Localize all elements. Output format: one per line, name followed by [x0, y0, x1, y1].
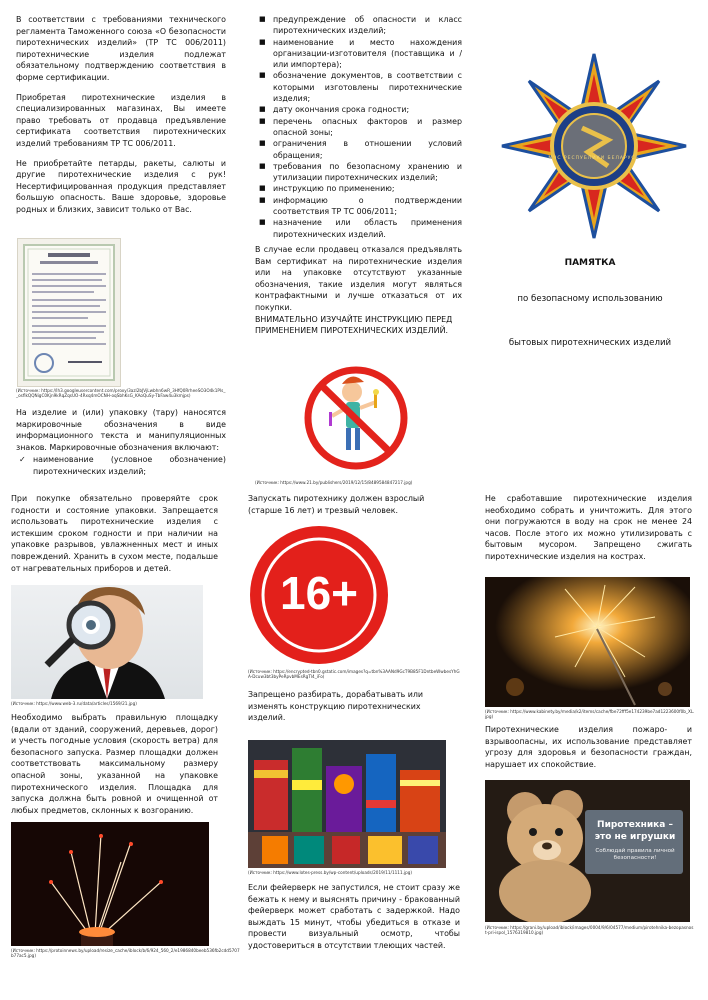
marking-list	[255, 14, 462, 240]
fireworks-products-source: (Источник: https://www.lotes-press.by/wp-content/uploads/2019/11/1111.jpg)	[248, 870, 413, 875]
bullet-icon: ■	[259, 15, 266, 23]
list-item: ■ наименование и место нахождения организации-изготовителя (поставщика и / или импортера);	[259, 37, 462, 70]
seller-refusal-paragraph: В случае если продавец отказался предъявлять Вам сертификат на пиротехнические изделия или на упаковке отсутствуют указанные обозначения, такие изделия могут являться контрафактными и лучше отказаться от их покупки.	[255, 244, 462, 312]
warning-hands-paragraph: Не приобретайте петарды, ракеты, салюты и другие пиротехнические изделия с рук! Несертифицированная продукция представляет большую опасность. Ваше здоровье, здоровье родных и близких, зависит только от Вас.	[16, 158, 226, 214]
bottom-column-1	[11, 493, 218, 574]
title-block	[470, 258, 708, 348]
check-icon: ✓	[19, 455, 26, 465]
age-restriction-image	[248, 524, 390, 666]
fireworks-launch-image	[11, 822, 209, 946]
bottom-column-3	[485, 493, 692, 563]
list-item: ■ требования по безопасному хранению и утилизации пиротехнических изделий;	[259, 161, 462, 183]
mchs-emblem	[496, 50, 692, 242]
list-item: ■ обозначение документов, в соответствии с которыми изготовлены пиротехнические изделия;	[259, 71, 462, 104]
instruction-warning: ВНИМАТЕЛЬНО ИЗУЧАЙТЕ ИНСТРУКЦИЮ ПЕРЕД ПРИМЕНЕНИЕМ ПИРОТЕХНИЧЕСКИХ ИЗДЕЛИЙ.	[255, 314, 453, 336]
expiry-paragraph: При покупке обязательно проверяйте срок годности и состояние упаковки. Запрещается использовать пиротехнические изделия с истекшим сроком годности и при наличии на упаковке разрывов, увлажненных мест и иных повреждений. Хранить в сухом месте, подальше от нагревательных приборов и детей.	[11, 494, 218, 573]
misfire-paragraph: Если фейерверк не запустился, не стоит сразу же бежать к нему и выяснять причину - бракованный фейерверк может сработать с задержкой. Надо выждать 15 минут, чтобы убедиться в отказе и провести визуальный осмотр, чтобы удостовериться в отсутствии тлеющих частей.	[248, 883, 460, 950]
age-source: (Источник: https://encrypted-tbn0.gstatic.com/images?q=tbn%3AANd9GcT9B85F1DntbeWwbesYhGA-Dcuw3bt3byPeRpvbMEsRgTl4_iFo)	[248, 669, 460, 680]
marking-bullet: ✓ наименование (условное обозначение) пиротехнических изделий;	[19, 455, 226, 476]
no-children-image	[302, 362, 410, 474]
bullet-icon: ■	[259, 195, 266, 204]
bullet-icon: ■	[259, 161, 266, 170]
emblem-text: МЧС РЕСПУБЛИКИ БЕЛАРУСЬ	[548, 156, 640, 161]
danger-paragraph: Пиротехнические изделия пожаро- и взрывоопасны, их использование представляет угрозу для здоровья и безопасности граждан, нарушает их спокойствие.	[485, 725, 692, 769]
sparkler-source: (Источник: https://www.kabinety.by/media/k2/items/cache/fbe72fff5e174239be7ad1223600f0b_XL.jpg)	[485, 709, 695, 720]
page-subtitle-2: бытовых пиротехнических изделий	[508, 338, 672, 348]
teddy-bear-source: (Источник: https://grani.by/upload/iblock/images/0004/9/6/04577/medium/pirotehnika-bezopasnost-pri-ispol_1576319810.jpg)	[485, 925, 694, 936]
fireworks-products-image	[248, 740, 446, 868]
column-2	[255, 14, 462, 337]
bullet-icon: ■	[259, 218, 266, 227]
sparkler-image	[485, 577, 690, 707]
no-children-source: (Источник: https://www.21.by/publishers/2019/12/15/8489584847217.jpg)	[255, 480, 413, 485]
certificate-source: (Источник: https://lh3.googleusercontent.com/proxy/3azl2bJVjLwbhn6wR_3HfQ0RrheeSO3O4k1PIs__osflkQQNigC0Kjn9kRqZqsUO-4Rxq4mOCNH-oqSbhKsG_KAoQuSy-TbFaw4u3kmjps)	[16, 388, 226, 399]
list-item: ■ ограничения в отношении условий обращения;	[259, 139, 462, 160]
page-title: ПАМЯТКА	[564, 258, 616, 268]
site-selection-paragraph: Необходимо выбрать правильную площадку (вдали от зданий, сооружений, деревьев, дорог) и учесть погодные условия (скорость ветра) для безопасного запуска. Размер площадки должен соответствовать максимальному размеру опасной зоны, указанной на упаковке пиротехнического изделия. Площадка для запуска должна быть ровной и очищенной от любых предметов, склонных к возгоранию.	[11, 713, 218, 815]
disposal-paragraph: Не сработавшие пиротехнические изделия необходимо собрать и уничтожить. Для этого они погружаются в воду на срок не менее 24 часов. После этого их можно утилизировать с бытовым мусором. Запрещено сжигать пиротехнические изделия на кострах.	[485, 494, 692, 561]
misfire-block	[248, 882, 460, 952]
page-subtitle-1: по безопасному использованию	[517, 294, 663, 304]
list-item: ■ назначение или область применения пиротехнических изделий.	[259, 218, 462, 239]
fireworks-launch-source: (Источник: https://protoinnews.by/upload/resize_cache/iblock/b/6/924_560_2/e1986840beeb536fb2cdd5707b77ac5.jpg)	[11, 948, 240, 959]
adult-only-paragraph: Запускать пиротехнику должен взрослый (старше 16 лет) и трезвый человек.	[248, 494, 425, 515]
list-item: ■ предупреждение об опасности и класс пиротехнических изделий;	[259, 15, 462, 36]
list-item: ■ перечень опасных факторов и размер опасной зоны;	[259, 116, 462, 137]
list-item: ■ дату окончания срока годности;	[259, 105, 410, 115]
bullet-icon: ■	[259, 116, 266, 125]
bullet-icon: ■	[259, 71, 266, 80]
bear-sign-line-1: Пиротехника –	[597, 820, 673, 830]
danger-block	[485, 724, 692, 770]
bullet-icon: ■	[259, 139, 266, 148]
teddy-bear-image	[485, 780, 690, 922]
no-modification-block	[248, 689, 460, 724]
bottom-column-2	[248, 493, 460, 516]
marking-block	[16, 407, 226, 478]
certificate-right-paragraph: Приобретая пиротехнические изделия в специализированных магазинах, Вы имеете право требовать от продавца предъявление сертификата соответствия пиротехнических изделий требованиям ТР ТС 006/2011.	[16, 92, 226, 148]
bullet-icon: ■	[259, 184, 266, 193]
certificate-image	[17, 238, 121, 387]
no-modification-paragraph: Запрещено разбирать, дорабатывать или изменять конструкцию пиротехнических изделий.	[248, 690, 424, 723]
site-selection-block	[11, 712, 218, 816]
magnifier-source: (Источник: https://www.web-3.ru/data/articles/1569/21.jpg)	[11, 701, 137, 706]
list-item: ■ инструкцию по применению;	[259, 184, 395, 194]
column-1	[16, 14, 226, 216]
bullet-icon: ■	[259, 105, 266, 114]
bear-sign-line-3: Соблюдай правила личной безопасности!	[595, 848, 675, 861]
bear-sign-line-2: это не игрушки	[594, 832, 676, 842]
certification-paragraph: В соответствии с требованиями технического регламента Таможенного союза «О безопасности пиротехнических изделий» (ТР ТС 006/2011) пиротехнические изделия подлежат обязательному подтверждению соответствия в форме сертификации.	[16, 15, 226, 82]
magnifier-image	[11, 585, 203, 699]
marking-paragraph: На изделие и (или) упаковку (тару) наносятся маркировочные обозначения в виде информационного текста и манипуляционных знаков. Маркировочные обозначения включают:	[16, 408, 226, 452]
age-label: 16+	[279, 567, 359, 619]
list-item: ■ информацию о подтверждении соответствия ТР ТС 006/2011;	[259, 195, 462, 217]
bullet-icon: ■	[259, 37, 266, 46]
